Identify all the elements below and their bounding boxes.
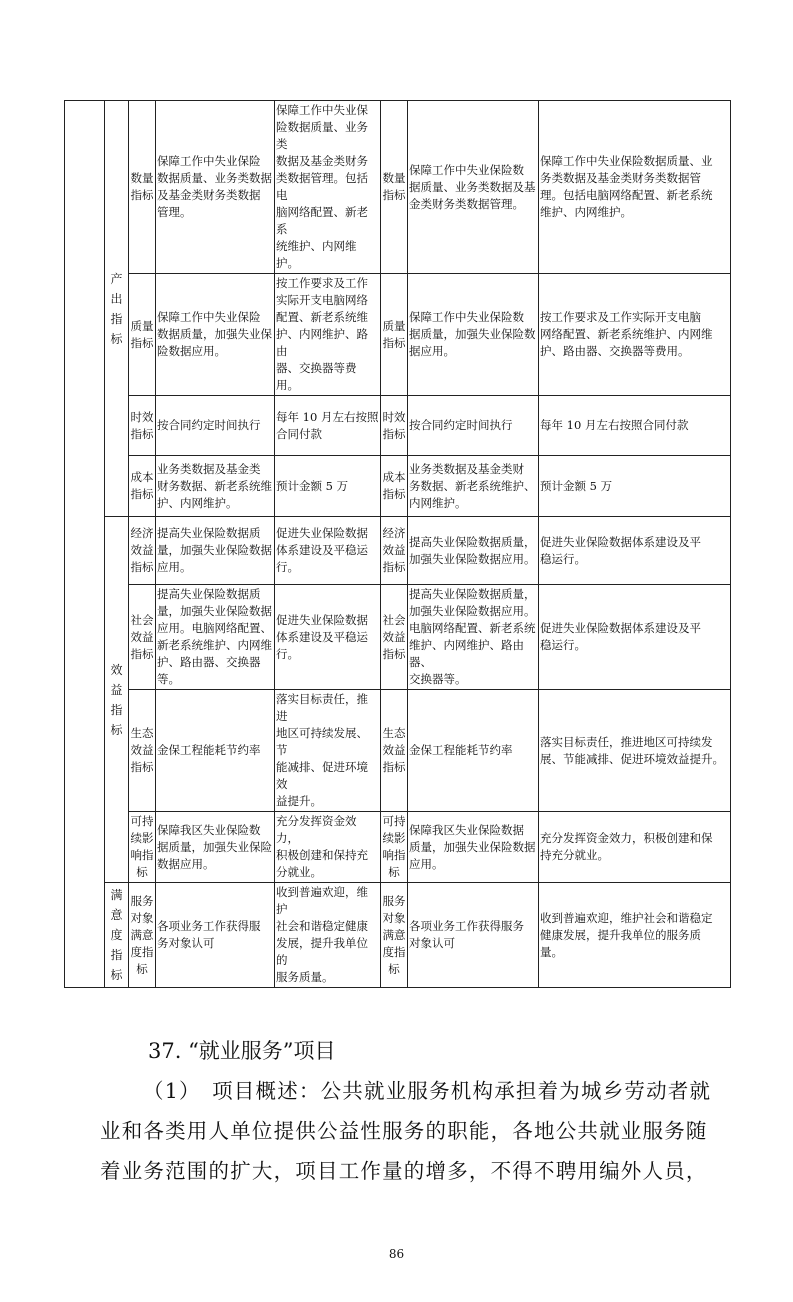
paragraph-line: （1） 项目概述：公共就业服务机构承担着为城乡劳动者就 [143,1079,712,1103]
sub-indicator: 社会 效益 指标 [381,585,408,690]
indicator-content: 金保工程能耗节约率 [408,690,539,812]
section-heading: 37. “就业服务”项目 [148,1039,336,1063]
table-row [65,274,731,396]
table-row [65,883,731,988]
sub-indicator: 数量 指标 [381,101,408,274]
sub-indicator: 经济 效益 指标 [381,517,408,585]
indicator-content: 提高失业保险数据质 量，加强失业保险数据 应用。 [156,517,275,585]
indicator-content: 各项业务工作获得服务 对象认可 [408,883,539,988]
indicator-content: 保障工作中失业保险数 据质量，加强失业保险数 据应用。 [408,274,539,396]
sub-indicator: 时效 指标 [129,396,156,456]
sub-indicator: 时效 指标 [381,396,408,456]
indicator-category: 效 益 指 标 [105,517,129,883]
table-row [65,812,731,883]
indicator-content: 保障工作中失业保险 数据质量、业务类数据 及基金类财务类数据 管理。 [156,101,275,274]
indicator-category: 满 意 度 指 标 [105,883,129,988]
sub-indicator: 生态 效益 指标 [381,690,408,812]
indicator-detail: 落实目标责任，推进 地区可持续发展、节 能减排、促进环境效 益提升。 [275,690,381,812]
indicator-detail: 按工作要求及工作实际开支电脑 网络配置、新老系统维护、内网维 护、路由器、交换器等费用。 [539,274,731,396]
indicator-detail: 促进失业保险数据体系建设及平 稳运行。 [539,585,731,690]
indicator-detail: 充分发挥资金效力，积极创建和保 持充分就业。 [539,812,731,883]
indicator-content: 业务类数据及基金类 财务数据、新老系统维 护、内网维护。 [156,456,275,517]
indicator-content: 各项业务工作获得服 务对象认可 [156,883,275,988]
indicator-content: 金保工程能耗节约率 [156,690,275,812]
indicator-detail: 预计金额 5 万 [539,456,731,517]
sub-indicator: 可持 续影 响指 标 [381,812,408,883]
indicator-content: 提高失业保险数据质量， 加强失业保险数据应用。 电脑网络配置、新老系统 维护、内网维护、路由器、 交换器等。 [408,585,539,690]
sub-indicator: 经济 效益 指标 [129,517,156,585]
sub-indicator: 社会 效益 指标 [129,585,156,690]
indicator-content: 按合同约定时间执行 [156,396,275,456]
indicator-content: 保障我区失业保险数据 质量，加强失业保险数据 应用。 [408,812,539,883]
indicator-detail: 落实目标责任，推进地区可持续发 展、节能减排、促进环境效益提升。 [539,690,731,812]
indicator-content: 保障我区失业保险数 据质量，加强失业保险 数据应用。 [156,812,275,883]
table-row [65,517,731,585]
table-row [65,101,731,274]
table-row [65,690,731,812]
indicator-detail: 按工作要求及工作 实际开支电脑网络 配置、新老系统维 护、内网维护、路由 器、交换器等费用。 [275,274,381,396]
indicator-content: 提高失业保险数据质 量，加强失业保险数据 应用。电脑网络配置、 新老系统维护、内网维 护、路由器、交换器等。 [156,585,275,690]
blank-cell [65,101,105,988]
indicator-detail: 收到普遍欢迎，维护 社会和谐稳定健康 发展，提升我单位的 服务质量。 [275,883,381,988]
indicator-content: 业务类数据及基金类财 务数据、新老系统维护、 内网维护。 [408,456,539,517]
sub-indicator: 生态 效益 指标 [129,690,156,812]
paragraph-line: 着业务范围的扩大，项目工作量的增多，不得不聘用编外人员， [100,1159,708,1183]
page-number: 86 [388,1247,405,1261]
indicator-detail: 每年 10 月左右按照 合同付款 [275,396,381,456]
sub-indicator: 成本 指标 [381,456,408,517]
indicator-detail: 促进失业保险数据 体系建设及平稳运 行。 [275,517,381,585]
indicator-detail: 促进失业保险数据 体系建设及平稳运 行。 [275,585,381,690]
indicator-content: 保障工作中失业保险数 据质量、业务类数据及基 金类财务类数据管理。 [408,101,539,274]
table-row [65,456,731,517]
indicator-detail: 收到普遍欢迎，维护社会和谐稳定 健康发展，提升我单位的服务质 量。 [539,883,731,988]
sub-indicator: 质量 指标 [381,274,408,396]
indicator-detail: 每年 10 月左右按照合同付款 [539,396,731,456]
table-row [65,585,731,690]
indicator-detail: 充分发挥资金效力， 积极创建和保持充 分就业。 [275,812,381,883]
performance-indicator-table [64,100,731,988]
indicator-content: 提高失业保险数据质量， 加强失业保险数据应用。 [408,517,539,585]
indicator-detail: 促进失业保险数据体系建设及平 稳运行。 [539,517,731,585]
sub-indicator: 成本 指标 [129,456,156,517]
paragraph-line: 业和各类用人单位提供公益性服务的职能，各地公共就业服务随 [100,1119,708,1143]
table-row [65,396,731,456]
sub-indicator: 服务 对象 满意 度指 标 [129,883,156,988]
sub-indicator: 服务 对象 满意 度指 标 [381,883,408,988]
sub-indicator: 质量 指标 [129,274,156,396]
indicator-detail: 预计金额 5 万 [275,456,381,517]
sub-indicator: 可持 续影 响指 标 [129,812,156,883]
sub-indicator: 数量 指标 [129,101,156,274]
indicator-category: 产 出 指 标 [105,101,129,517]
indicator-content: 保障工作中失业保险 数据质量，加强失业保 险数据应用。 [156,274,275,396]
indicator-detail: 保障工作中失业保险数据质量、业 务类数据及基金类财务类数据管 理。包括电脑网络配置、新老系统 维护、内网维护。 [539,101,731,274]
indicator-content: 按合同约定时间执行 [408,396,539,456]
indicator-detail: 保障工作中失业保 险数据质量、业务类 数据及基金类财务 类数据管理。包括电 脑网络配置、新老系 统维护、内网维护。 [275,101,381,274]
